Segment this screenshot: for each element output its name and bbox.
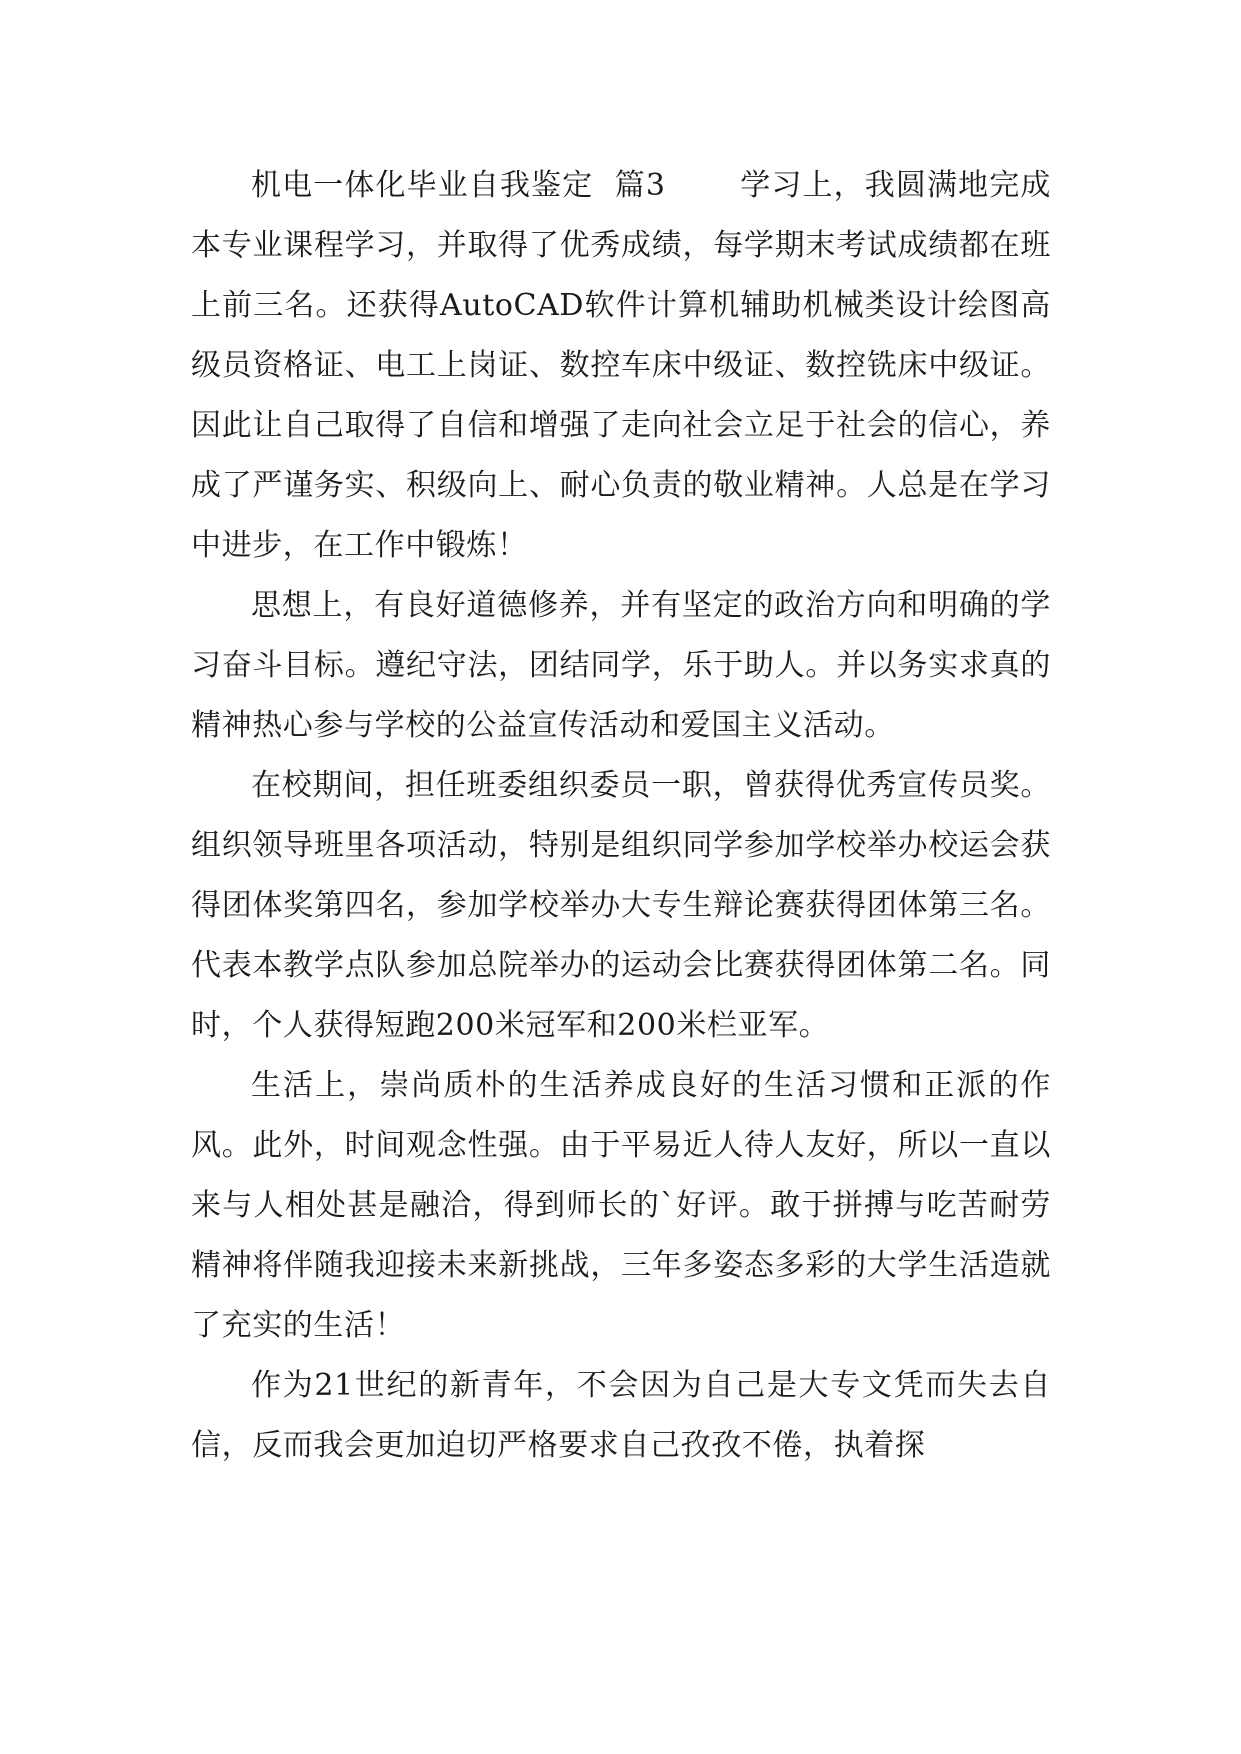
document-heading: 机电一体化毕业自我鉴定 篇3 xyxy=(251,168,666,203)
document-body xyxy=(191,156,1051,1476)
paragraph-5: 作为21世纪的新青年，不会因为自己是大专文凭而失去自信，反而我会更加迫切严格要求自己孜孜不倦，执着探 xyxy=(191,1368,1051,1463)
paragraph-1 xyxy=(191,156,1051,576)
paragraph-2: 思想上，有良好道德修养，并有坚定的政治方向和明确的学习奋斗目标。遵纪守法，团结同学，乐于助人。并以务实求真的精神热心参与学校的公益宣传活动和爱国主义活动。 xyxy=(191,588,1051,743)
paragraph-4: 生活上，崇尚质朴的生活养成良好的生活习惯和正派的作风。此外，时间观念性强。由于平易近人待人友好，所以一直以来与人相处甚是融洽，得到师长的`好评。敢于拼搏与吃苦耐劳精神将伴随我迎接未来新挑战，三年多姿态多彩的大学生活造就了充实的生活！ xyxy=(191,1068,1051,1343)
paragraph-3: 在校期间，担任班委组织委员一职，曾获得优秀宣传员奖。组织领导班里各项活动，特别是组织同学参加学校举办校运会获得团体奖第四名，参加学校举办大专生辩论赛获得团体第三名。代表本教学点队参加总院举办的运动会比赛获得团体第二名。同时，个人获得短跑200米冠军和200米栏亚军。 xyxy=(191,768,1051,1043)
paragraph-1-text: 学习上，我圆满地完成本专业课程学习，并取得了优秀成绩，每学期末考试成绩都在班上前三名。还获得AutoCAD软件计算机辅助机械类设计绘图高级员资格证、电工上岗证、数控车床中级证、数控铣床中级证。因此让自己取得了自信和增强了走向社会立足于社会的信心，养成了严谨务实、积级向上、耐心负责的敬业精神。人总是在学习中进步，在工作中锻炼！ xyxy=(191,168,1052,563)
